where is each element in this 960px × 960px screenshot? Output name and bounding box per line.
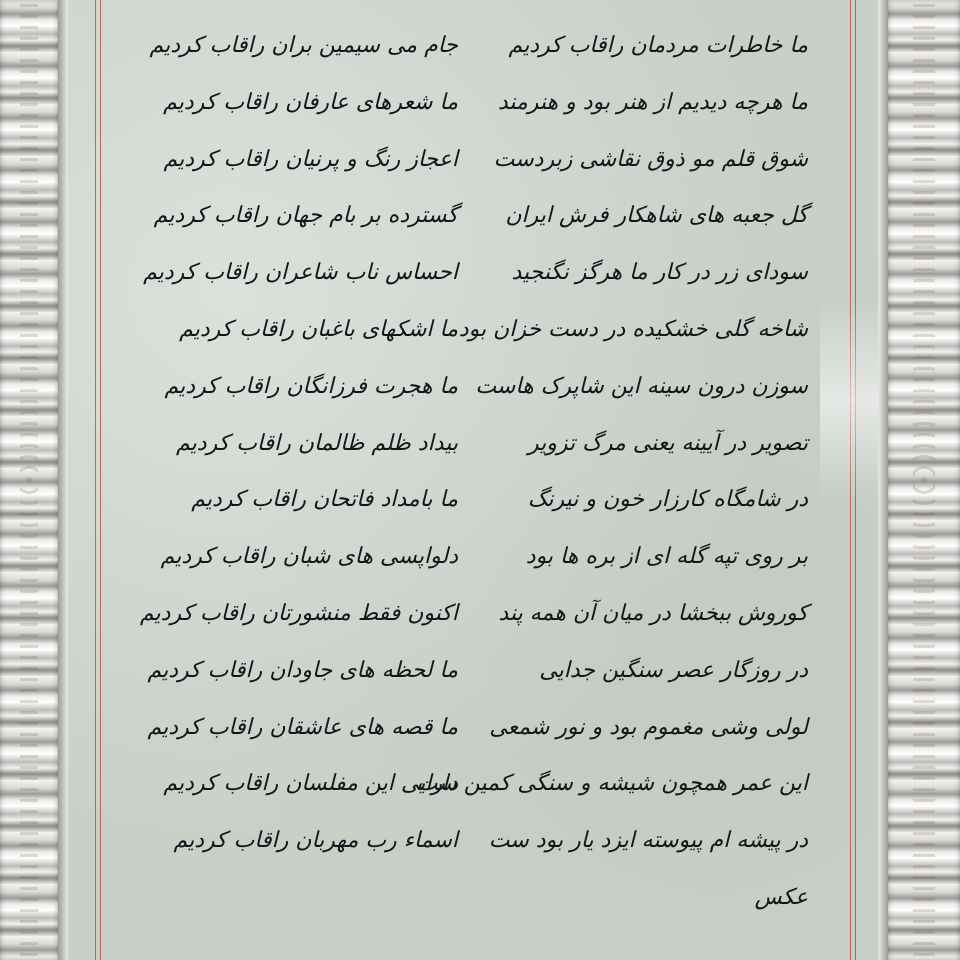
verse-line: تصویر در آیینه یعنی مرگ تزویر — [528, 430, 808, 456]
verse-line — [148, 870, 458, 927]
verse-line: ما بامداد فاتحان راقاب کردیم — [191, 487, 458, 513]
frame-bevel-left — [58, 0, 68, 960]
verse-line: سوزن درون سینه این شاپرک هاست — [475, 373, 808, 399]
poem-right-column — [416, 18, 808, 927]
verse-line: در روزگار عصر سنگین جدایی — [539, 657, 808, 683]
verse-line: اعجاز رنگ و پرنیان راقاب کردیم — [163, 146, 458, 172]
verse-line: ما خاطرات مردمان راقاب کردیم — [508, 33, 808, 58]
poem-left-column — [139, 18, 458, 927]
verse-line: دارایی این مفلسان راقاب کردیم — [163, 771, 458, 797]
verse-line: سودای زر در کار ما هرگز نگنجید — [511, 260, 808, 286]
verse-line: جام می سیمین بران راقاب کردیم — [149, 33, 458, 58]
verse-line: ما لحظه های جاودان راقاب کردیم — [147, 657, 458, 683]
verse-line: شاخه گلی خشکیده در دست خزان بود — [458, 316, 808, 342]
verse-line: در پیشه ام پیوسته ایزد یار بود ست — [488, 828, 808, 854]
verse-line: گسترده بر بام جهان راقاب کردیم — [153, 203, 458, 229]
verse-line: بر روی تپه گله ای از بره ها بود — [525, 544, 808, 570]
verse-line: ما قصه های عاشقان راقاب کردیم — [147, 714, 458, 740]
margin-rule — [100, 0, 101, 960]
frame-bevel-right — [878, 0, 888, 960]
frame-left — [0, 0, 58, 960]
frame-right — [888, 0, 960, 960]
glass-glare — [820, 300, 880, 500]
verse-line: ما شعرهای عارفان راقاب کردیم — [163, 89, 458, 115]
verse-line: ما اشکهای باغبان راقاب کردیم — [179, 316, 458, 342]
verse-line: گل جعبه های شاهکار فرش ایران — [505, 203, 808, 229]
verse-line: این عمر همچون شیشه و سنگی کمین ست — [416, 771, 808, 797]
verse-line: لولی وشی مغموم بود و نور شمعی — [489, 714, 808, 740]
verse-line: کوروش ببخشا در میان آن همه پند — [498, 600, 808, 626]
verse-line: اکنون فقط منشورتان راقاب کردیم — [139, 600, 458, 626]
verse-line: در شامگاه کارزار خون و نیرنگ — [527, 487, 808, 513]
verse-line: ما هرچه دیدیم از هنر بود و هنرمند — [497, 89, 808, 115]
verse-line: اسماء رب مهربان راقاب کردیم — [173, 828, 458, 854]
verse-line: شوق قلم مو ذوق نقاشی زبردست — [493, 146, 808, 172]
verse-line: احساس ناب شاعران راقاب کردیم — [143, 260, 458, 286]
verse-line: ما هجرت فرزانگان راقاب کردیم — [164, 373, 458, 399]
verse-line: عکس — [754, 884, 808, 910]
verse-line: دلواپسی های شبان راقاب کردیم — [160, 544, 458, 570]
margin-rule — [95, 0, 96, 960]
verse-line: بیداد ظلم ظالمان راقاب کردیم — [176, 430, 458, 456]
